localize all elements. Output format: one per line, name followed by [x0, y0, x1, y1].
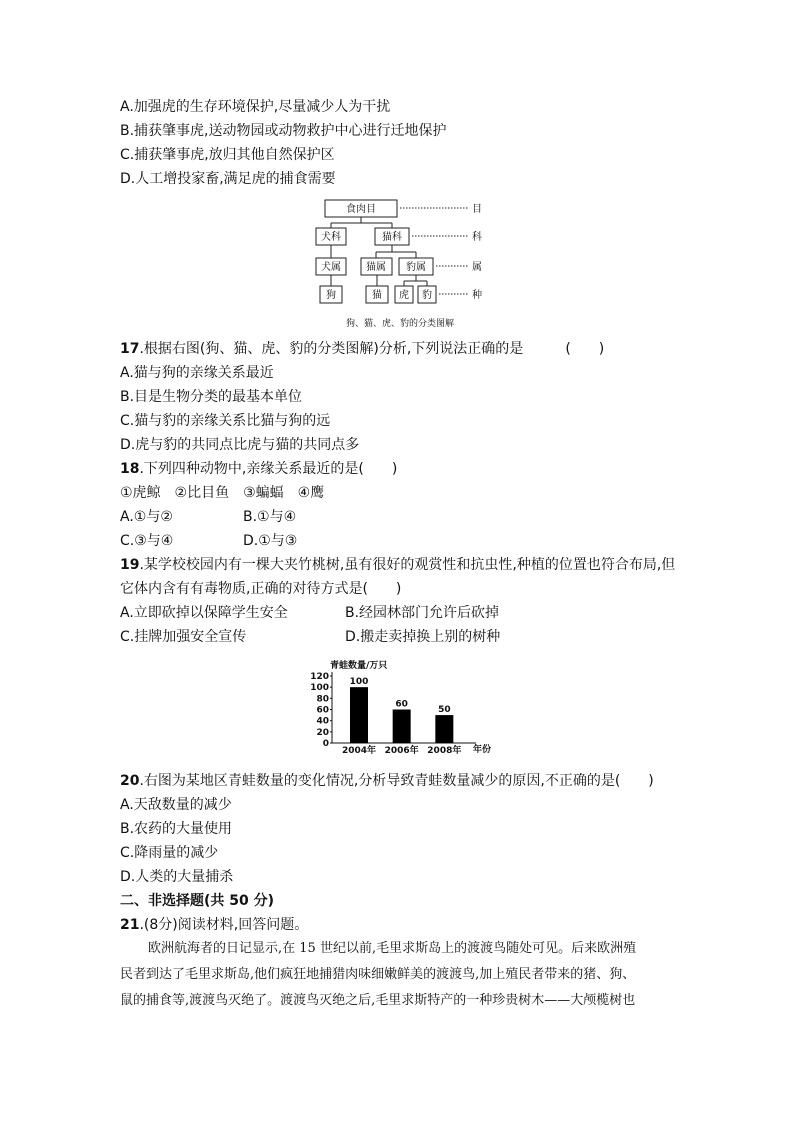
node-genus-leopard: 豹属: [406, 262, 426, 273]
q18-stem-text: .下列四种动物中,亲缘关系最近的是( ): [139, 461, 398, 477]
node-family-dog: 犬科: [321, 232, 341, 243]
chart-bar: [350, 687, 368, 743]
q18-animals: ①虎鲸 ②比目鱼 ③蝙蝠 ④鹰: [120, 485, 325, 501]
frog-population-chart: [300, 656, 500, 760]
chart-y-tick-label: 20: [316, 727, 329, 738]
q16-option-d: D.人工增投家畜,满足虎的捕食需要: [120, 171, 336, 187]
node-genus-cat: 猫属: [366, 262, 386, 273]
q16-option-a: A.加强虎的生存环境保护,尽量减少人为干扰: [120, 99, 391, 115]
q20-option-b: B.农药的大量使用: [120, 821, 233, 837]
q18-number: 18: [120, 461, 140, 477]
q17-option-c: C.猫与豹的亲缘关系比猫与狗的远: [120, 413, 331, 429]
chart-category-label: 2008年: [427, 746, 462, 756]
q20-option-d: D.人类的大量捕杀: [120, 869, 234, 885]
q19-option-c: C.挂牌加强安全宣传: [120, 629, 247, 645]
q21-paragraph-line2: 民者到达了毛里求斯岛,他们疯狂地捕猎肉味细嫩鲜美的渡渡鸟,加上殖民者带来的猪、狗、: [120, 967, 636, 982]
rank-species-label: 种: [472, 290, 482, 301]
q16-option-c: C.捕获肇事虎,放归其他自然保护区: [120, 147, 335, 163]
chart-category-label: 2004年: [341, 746, 377, 756]
q19-option-a: A.立即砍掉以保障学生安全: [120, 605, 288, 621]
node-species-leopard: 豹: [422, 290, 432, 301]
classification-diagram: [300, 196, 500, 332]
q19-stem-text: .某学校校园内有一棵大夹竹桃树,虽有很好的观赏性和抗虫性,种植的位置也符合布局,但: [139, 557, 676, 573]
q17-option-d: D.虎与豹的共同点比虎与猫的共同点多: [120, 437, 360, 453]
q19-stem-line1: [120, 556, 675, 574]
q17-number: 17: [120, 341, 140, 357]
q19-stem-line2: 它体内含有有毒物质,正确的对待方式是( ): [120, 581, 402, 597]
rank-family-label: 科: [472, 232, 482, 243]
chart-category-label: 2006年: [384, 746, 419, 756]
chart-bar: [393, 710, 411, 744]
section2-title: 二、非选择题(共 50 分): [120, 893, 275, 909]
chart-data-label: 60: [395, 699, 408, 710]
q20-number: 20: [120, 773, 140, 789]
q18-option-c: C.③与④: [120, 533, 174, 549]
chart-y-tick-label: 60: [316, 705, 329, 716]
q17-option-b: B.目是生物分类的最基本单位: [120, 389, 303, 405]
chart-y-tick-label: 40: [316, 716, 329, 727]
q16-option-b: B.捕获肇事虎,送动物园或动物救护中心进行迁地保护: [120, 123, 447, 139]
chart-y-tick-label: 80: [316, 694, 329, 705]
q21-paragraph-line1: 欧洲航海者的日记显示,在 15 世纪以前,毛里求斯岛上的渡渡鸟随处可见。后来欧洲殖: [148, 941, 637, 956]
node-genus-dog: 犬属: [321, 262, 341, 273]
node-species-dog: 狗: [326, 290, 336, 301]
rank-order-label: 目: [472, 204, 482, 215]
node-family-cat: 猫科: [382, 232, 402, 243]
q19-option-d: D.搬走卖掉换上别的树种: [345, 629, 501, 645]
q21-number: 21: [120, 917, 140, 933]
q17-stem: [120, 340, 604, 358]
node-species-tiger: 虎: [399, 290, 409, 301]
q20-stem: [120, 772, 654, 790]
q19-number: 19: [120, 557, 140, 573]
chart-data-label: 50: [438, 705, 451, 716]
diagram-caption: 狗、猫、虎、豹的分类图解: [345, 319, 455, 329]
q18-option-d: D.①与③: [243, 533, 298, 549]
chart-title: 青蛙数量/万只: [330, 661, 388, 671]
q21-stem-text: .(8分)阅读材料,回答问题。: [139, 917, 309, 933]
node-order: 食肉目: [346, 204, 376, 215]
q21-paragraph-line3: 鼠的捕食等,渡渡鸟灭绝了。渡渡鸟灭绝之后,毛里求斯特产的一种珍贵树木——大颅榄树也: [120, 993, 636, 1008]
q21-stem: [120, 916, 308, 934]
q20-stem-text: .右图为某地区青蛙数量的变化情况,分析导致青蛙数量减少的原因,不正确的是( ): [139, 773, 654, 789]
chart-y-tick-label: 100: [310, 683, 329, 694]
q18-option-b: B.①与④: [243, 509, 297, 525]
q20-option-a: A.天敌数量的减少: [120, 797, 232, 813]
chart-x-axis-label: 年份: [472, 745, 492, 755]
q18-stem: [120, 460, 397, 478]
node-species-cat: 猫: [372, 290, 382, 301]
q17-option-a: A.猫与狗的亲缘关系最近: [120, 365, 274, 381]
q20-option-c: C.降雨量的减少: [120, 845, 219, 861]
chart-data-label: 100: [349, 677, 369, 688]
chart-bar: [435, 715, 453, 743]
q17-answer-paren: ( ): [565, 341, 605, 357]
q17-stem-text: .根据右图(狗、猫、虎、豹的分类图解)分析,下列说法正确的是: [139, 341, 524, 357]
q19-option-b: B.经园林部门允许后砍掉: [345, 605, 500, 621]
rank-genus-label: 属: [472, 262, 482, 273]
chart-y-tick-label: 120: [310, 672, 329, 682]
q18-option-a: A.①与②: [120, 509, 173, 525]
chart-y-tick-label: 0: [322, 739, 329, 749]
